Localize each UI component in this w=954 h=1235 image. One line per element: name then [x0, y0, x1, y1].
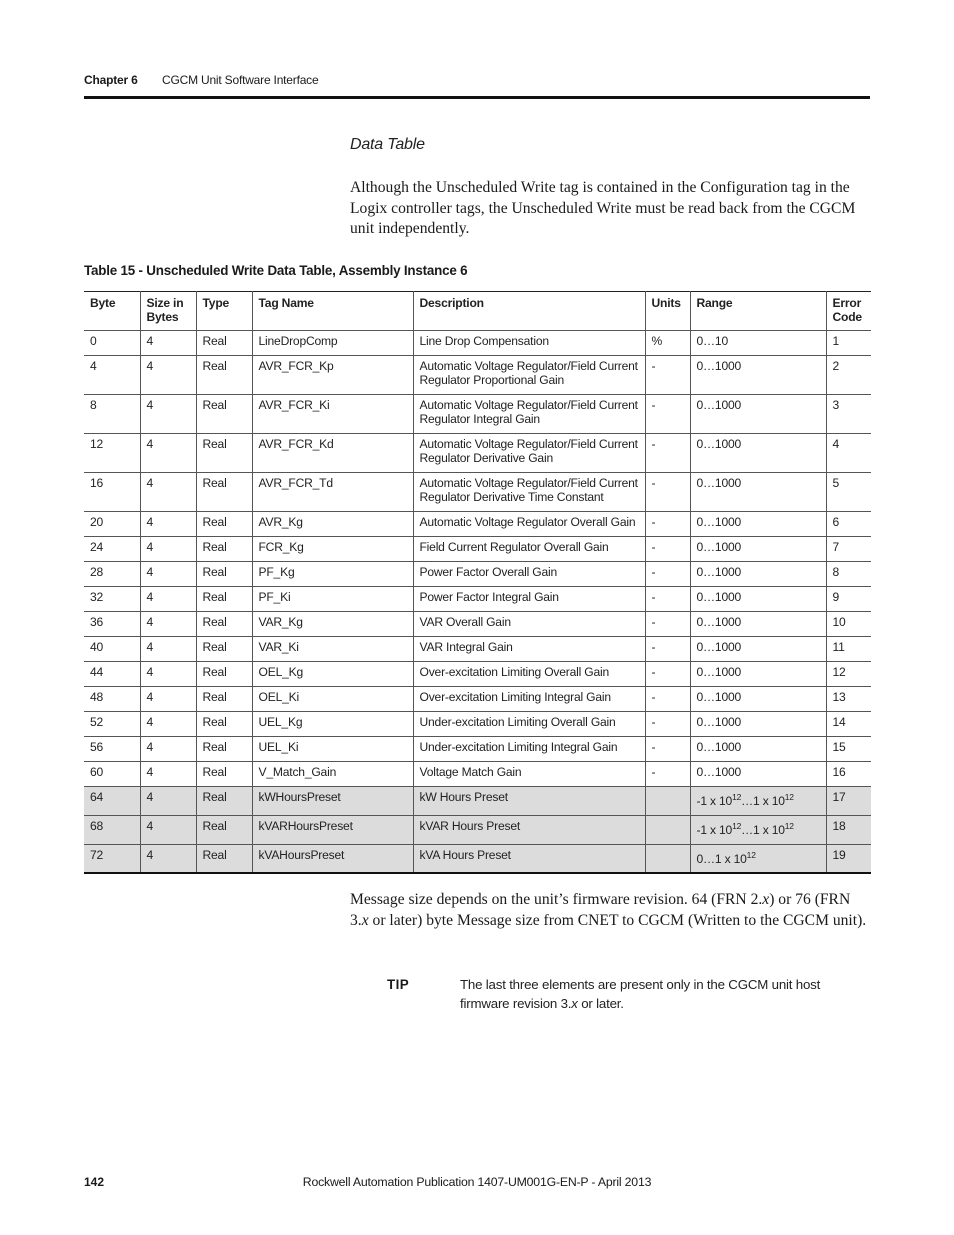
cell-tag-name: AVR_FCR_Td — [252, 473, 413, 512]
cell-description: kVAR Hours Preset — [413, 816, 645, 845]
cell-size: 4 — [140, 687, 196, 712]
cell-tag-name: kVARHoursPreset — [252, 816, 413, 845]
chapter-label: Chapter 6 — [84, 73, 138, 87]
cell-type: Real — [196, 787, 252, 816]
cell-range: 0…1000 — [690, 762, 826, 787]
cell-error-code: 15 — [826, 737, 871, 762]
publication-info: Rockwell Automation Publication 1407-UM001G-EN-P - April 2013 — [302, 1175, 652, 1189]
cell-description: Automatic Voltage Regulator/Field Current Regulator Integral Gain — [413, 395, 645, 434]
cell-size: 4 — [140, 816, 196, 845]
cell-size: 4 — [140, 612, 196, 637]
cell-type: Real — [196, 637, 252, 662]
cell-error-code: 7 — [826, 537, 871, 562]
cell-range: -1 x $10^{12}\dots 1$ x $10^{12}$ — [690, 787, 826, 816]
table-caption: Table 15 - Unscheduled Write Data Table, Assembly Instance 6 — [84, 263, 468, 278]
cell-byte: 16 — [84, 473, 140, 512]
cell-units — [645, 845, 690, 873]
cell-range: 0…1000 — [690, 687, 826, 712]
cell-error-code: 17 — [826, 787, 871, 816]
col-header-tag-name: Tag Name — [252, 292, 413, 331]
cell-size: 4 — [140, 762, 196, 787]
cell-units: - — [645, 562, 690, 587]
cell-byte: 12 — [84, 434, 140, 473]
cell-error-code: 12 — [826, 662, 871, 687]
cell-error-code: 16 — [826, 762, 871, 787]
cell-byte: 60 — [84, 762, 140, 787]
cell-error-code: 5 — [826, 473, 871, 512]
cell-tag-name: UEL_Ki — [252, 737, 413, 762]
cell-range: 0…1 x $10^{12}$ — [690, 845, 826, 873]
cell-range: 0…1000 — [690, 356, 826, 395]
cell-size: 4 — [140, 787, 196, 816]
cell-error-code: 9 — [826, 587, 871, 612]
table-row — [84, 687, 871, 712]
cell-tag-name: VAR_Kg — [252, 612, 413, 637]
cell-type: Real — [196, 331, 252, 356]
cell-type: Real — [196, 712, 252, 737]
intro-paragraph: Although the Unscheduled Write tag is contained in the Configuration tag in the Logix controller tags, the Unscheduled Write must be read back from the CGCM unit independently. — [350, 179, 856, 238]
cell-byte: 0 — [84, 331, 140, 356]
cell-description: VAR Overall Gain — [413, 612, 645, 637]
cell-byte: 28 — [84, 562, 140, 587]
cell-error-code: 18 — [826, 816, 871, 845]
cell-description: VAR Integral Gain — [413, 637, 645, 662]
cell-size: 4 — [140, 395, 196, 434]
cell-size: 4 — [140, 356, 196, 395]
cell-range: 0…1000 — [690, 637, 826, 662]
cell-units: - — [645, 737, 690, 762]
cell-type: Real — [196, 473, 252, 512]
cell-byte: 48 — [84, 687, 140, 712]
col-header-units: Units — [645, 292, 690, 331]
table-row — [84, 473, 871, 512]
cell-description: Power Factor Overall Gain — [413, 562, 645, 587]
col-header-error-code: Error Code — [826, 292, 871, 331]
table-row — [84, 537, 871, 562]
col-header-size: Size in Bytes — [140, 292, 196, 331]
table-row — [84, 395, 871, 434]
cell-size: 4 — [140, 562, 196, 587]
cell-error-code: 8 — [826, 562, 871, 587]
cell-description: Under-excitation Limiting Integral Gain — [413, 737, 645, 762]
page-number: 142 — [84, 1175, 105, 1189]
cell-tag-name: AVR_FCR_Ki — [252, 395, 413, 434]
cell-error-code: 19 — [826, 845, 871, 873]
unscheduled-write-table — [84, 291, 871, 874]
cell-tag-name: kWHoursPreset — [252, 787, 413, 816]
cell-range: 0…1000 — [690, 712, 826, 737]
table-row — [84, 762, 871, 787]
cell-tag-name: PF_Kg — [252, 562, 413, 587]
message-size-paragraph: Message size depends on the unit’s firmware revision. 64 (FRN 2.x) or 76 (FRN 3.x or later) byte Message size from CNET to CGCM (Written to the CGCM unit). — [350, 891, 867, 929]
cell-range: 0…1000 — [690, 737, 826, 762]
cell-description: Power Factor Integral Gain — [413, 587, 645, 612]
cell-byte: 52 — [84, 712, 140, 737]
cell-type: Real — [196, 737, 252, 762]
cell-units: % — [645, 331, 690, 356]
cell-type: Real — [196, 434, 252, 473]
cell-size: 4 — [140, 434, 196, 473]
cell-byte: 68 — [84, 816, 140, 845]
cell-error-code: 1 — [826, 331, 871, 356]
cell-tag-name: UEL_Kg — [252, 712, 413, 737]
cell-units — [645, 816, 690, 845]
cell-units — [645, 787, 690, 816]
cell-byte: 4 — [84, 356, 140, 395]
cell-type: Real — [196, 356, 252, 395]
table-row — [84, 737, 871, 762]
cell-byte: 44 — [84, 662, 140, 687]
cell-error-code: 10 — [826, 612, 871, 637]
cell-description: Over-excitation Limiting Overall Gain — [413, 662, 645, 687]
cell-range: 0…1000 — [690, 587, 826, 612]
cell-description: Field Current Regulator Overall Gain — [413, 537, 645, 562]
cell-error-code: 11 — [826, 637, 871, 662]
cell-byte: 8 — [84, 395, 140, 434]
table-row — [84, 356, 871, 395]
table-row — [84, 816, 871, 845]
cell-tag-name: OEL_Kg — [252, 662, 413, 687]
cell-units: - — [645, 762, 690, 787]
cell-error-code: 6 — [826, 512, 871, 537]
cell-tag-name: VAR_Ki — [252, 637, 413, 662]
cell-description: Automatic Voltage Regulator/Field Current Regulator Derivative Gain — [413, 434, 645, 473]
tip-text: The last three elements are present only in the CGCM unit host firmware revision 3.x or later. — [460, 977, 821, 1012]
cell-type: Real — [196, 562, 252, 587]
table-header-row — [84, 292, 871, 331]
cell-range: 0…1000 — [690, 612, 826, 637]
cell-type: Real — [196, 687, 252, 712]
cell-type: Real — [196, 395, 252, 434]
tip-label: TIP — [387, 977, 410, 992]
cell-tag-name: AVR_Kg — [252, 512, 413, 537]
cell-tag-name: kVAHoursPreset — [252, 845, 413, 873]
cell-units: - — [645, 612, 690, 637]
table-row — [84, 637, 871, 662]
col-header-description: Description — [413, 292, 645, 331]
cell-tag-name: FCR_Kg — [252, 537, 413, 562]
cell-description: kW Hours Preset — [413, 787, 645, 816]
cell-size: 4 — [140, 662, 196, 687]
cell-units: - — [645, 473, 690, 512]
cell-range: 0…1000 — [690, 395, 826, 434]
cell-units: - — [645, 434, 690, 473]
cell-type: Real — [196, 816, 252, 845]
cell-description: kVA Hours Preset — [413, 845, 645, 873]
cell-byte: 32 — [84, 587, 140, 612]
cell-type: Real — [196, 587, 252, 612]
cell-tag-name: AVR_FCR_Kd — [252, 434, 413, 473]
cell-tag-name: AVR_FCR_Kp — [252, 356, 413, 395]
cell-description: Automatic Voltage Regulator/Field Current Regulator Proportional Gain — [413, 356, 645, 395]
cell-description: Line Drop Compensation — [413, 331, 645, 356]
cell-range: 0…1000 — [690, 562, 826, 587]
cell-tag-name: PF_Ki — [252, 587, 413, 612]
cell-description: Automatic Voltage Regulator Overall Gain — [413, 512, 645, 537]
table-row — [84, 562, 871, 587]
cell-error-code: 13 — [826, 687, 871, 712]
cell-description: Over-excitation Limiting Integral Gain — [413, 687, 645, 712]
cell-units: - — [645, 637, 690, 662]
cell-size: 4 — [140, 537, 196, 562]
cell-size: 4 — [140, 712, 196, 737]
cell-units: - — [645, 712, 690, 737]
cell-tag-name: LineDropComp — [252, 331, 413, 356]
table-row — [84, 612, 871, 637]
cell-range: 0…1000 — [690, 662, 826, 687]
table-row — [84, 845, 871, 873]
cell-size: 4 — [140, 331, 196, 356]
page-header — [84, 73, 870, 99]
chapter-title: CGCM Unit Software Interface — [162, 73, 319, 87]
cell-type: Real — [196, 662, 252, 687]
cell-size: 4 — [140, 587, 196, 612]
cell-byte: 36 — [84, 612, 140, 637]
cell-type: Real — [196, 512, 252, 537]
cell-units: - — [645, 512, 690, 537]
cell-error-code: 3 — [826, 395, 871, 434]
cell-units: - — [645, 537, 690, 562]
cell-type: Real — [196, 762, 252, 787]
cell-size: 4 — [140, 473, 196, 512]
cell-units: - — [645, 356, 690, 395]
cell-type: Real — [196, 612, 252, 637]
table-row — [84, 787, 871, 816]
cell-description: Automatic Voltage Regulator/Field Current Regulator Derivative Time Constant — [413, 473, 645, 512]
cell-byte: 24 — [84, 537, 140, 562]
table-row — [84, 587, 871, 612]
cell-size: 4 — [140, 737, 196, 762]
cell-byte: 72 — [84, 845, 140, 873]
cell-range: 0…10 — [690, 331, 826, 356]
table-row — [84, 712, 871, 737]
cell-tag-name: V_Match_Gain — [252, 762, 413, 787]
cell-error-code: 2 — [826, 356, 871, 395]
cell-size: 4 — [140, 845, 196, 873]
cell-range: 0…1000 — [690, 434, 826, 473]
cell-type: Real — [196, 537, 252, 562]
cell-size: 4 — [140, 512, 196, 537]
cell-description: Under-excitation Limiting Overall Gain — [413, 712, 645, 737]
table-row — [84, 331, 871, 356]
cell-byte: 56 — [84, 737, 140, 762]
col-header-range: Range — [690, 292, 826, 331]
col-header-type: Type — [196, 292, 252, 331]
cell-error-code: 4 — [826, 434, 871, 473]
cell-error-code: 14 — [826, 712, 871, 737]
cell-tag-name: OEL_Ki — [252, 687, 413, 712]
col-header-byte: Byte — [84, 292, 140, 331]
table-row — [84, 662, 871, 687]
cell-units: - — [645, 395, 690, 434]
cell-range: 0…1000 — [690, 473, 826, 512]
cell-byte: 64 — [84, 787, 140, 816]
table-row — [84, 512, 871, 537]
cell-range: 0…1000 — [690, 537, 826, 562]
cell-description: Voltage Match Gain — [413, 762, 645, 787]
cell-units: - — [645, 687, 690, 712]
cell-range: -1 x $10^{12}\dots 1$ x $10^{12}$ — [690, 816, 826, 845]
cell-units: - — [645, 587, 690, 612]
cell-type: Real — [196, 845, 252, 873]
cell-byte: 20 — [84, 512, 140, 537]
cell-units: - — [645, 662, 690, 687]
cell-byte: 40 — [84, 637, 140, 662]
section-heading: Data Table — [350, 136, 425, 153]
cell-size: 4 — [140, 637, 196, 662]
table-row — [84, 434, 871, 473]
cell-range: 0…1000 — [690, 512, 826, 537]
